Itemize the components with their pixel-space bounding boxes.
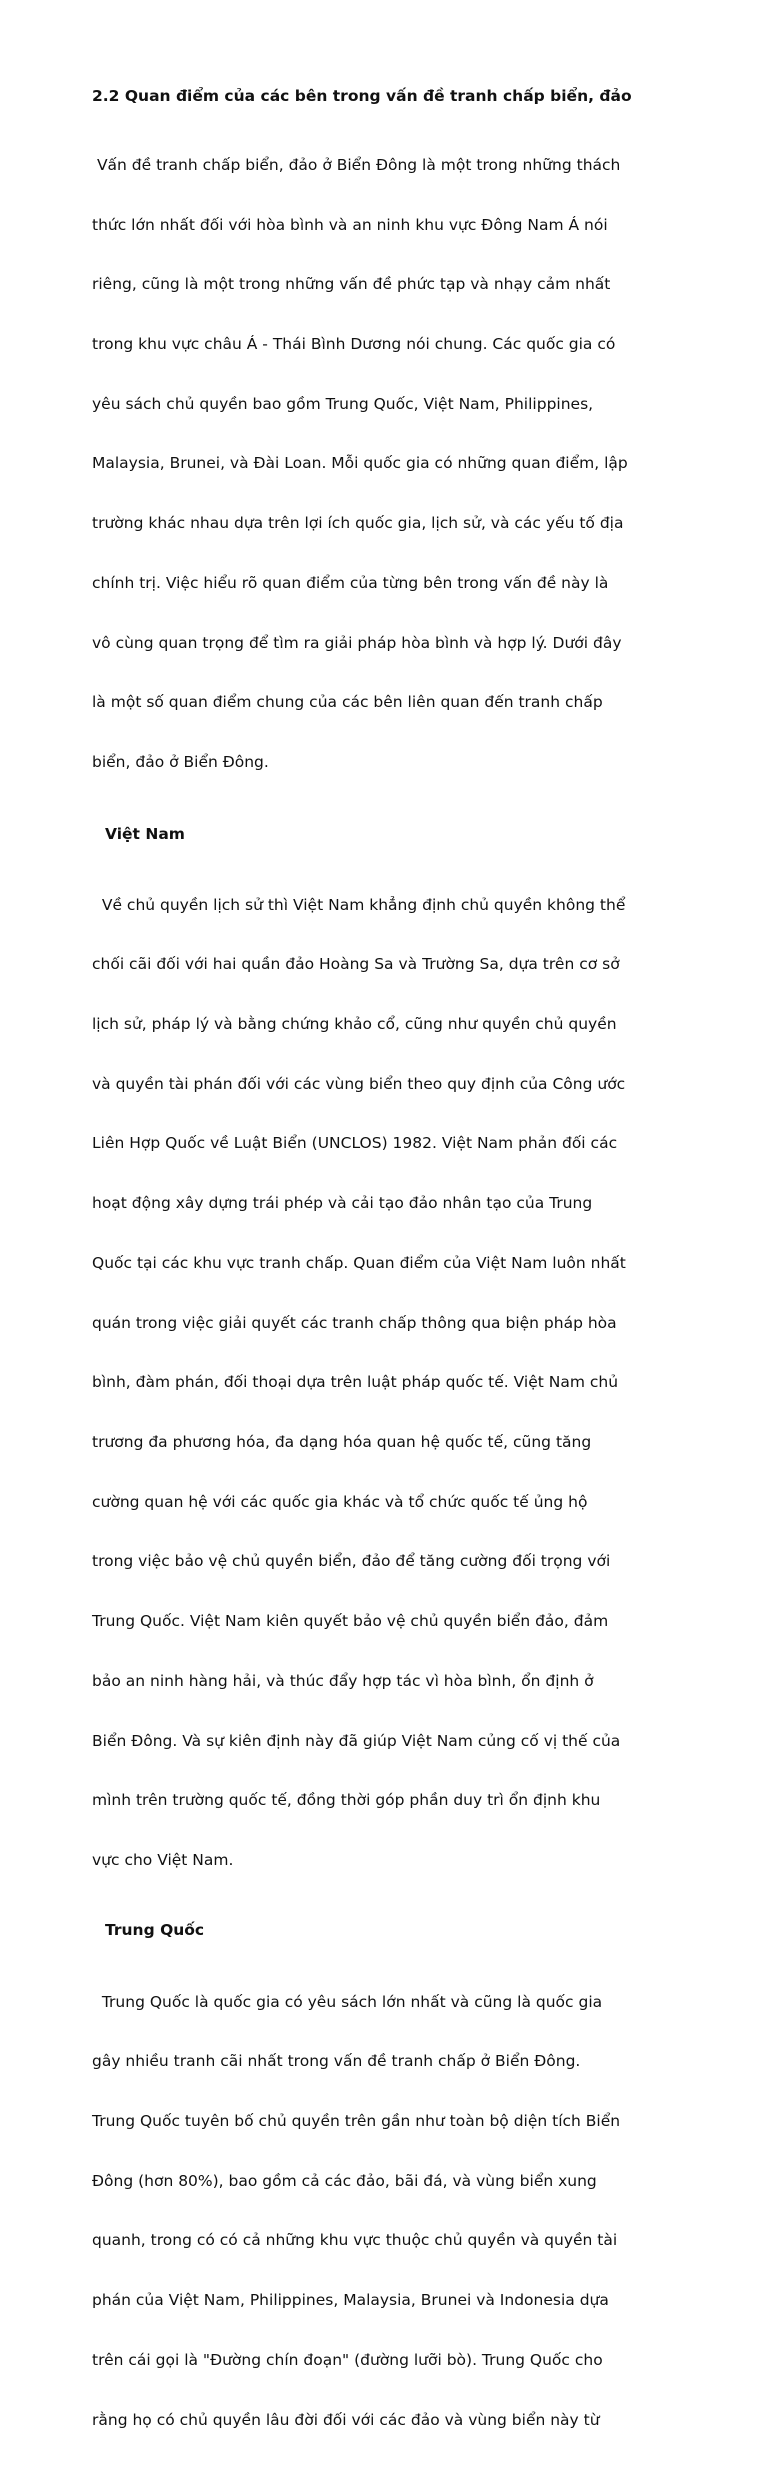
paragraph-line: trong khu vực châu Á - Thái Bình Dương nói chung. Các quốc gia có (92, 334, 616, 353)
paragraph-line: trên cái gọi là "Đường chín đoạn" (đường lưỡi bò). Trung Quốc cho (92, 2350, 603, 2369)
paragraph-line: Trung Quốc là quốc gia có yêu sách lớn nhất và cũng là quốc gia (92, 1992, 603, 2011)
paragraph-line: vô cùng quan trọng để tìm ra giải pháp hòa bình và hợp lý. Dưới đây (92, 633, 622, 652)
subheading-trung-quoc: Trung Quốc (105, 1920, 205, 1939)
paragraph-line: trương đa phương hóa, đa dạng hóa quan hệ quốc tế, cũng tăng (92, 1433, 592, 1451)
paragraph-line: chối cãi đối với hai quần đảo Hoàng Sa và Trường Sa, dựa trên cơ sở (92, 955, 620, 974)
paragraph-line: bình, đàm phán, đối thoại dựa trên luật pháp quốc tế. Việt Nam chủ (92, 1373, 619, 1392)
paragraph-line: trường khác nhau dựa trên lợi ích quốc gia, lịch sử, và các yếu tố địa (92, 514, 624, 533)
paragraph-line: gây nhiều tranh cãi nhất trong vấn đề tranh chấp ở Biển Đông. (92, 2052, 581, 2071)
paragraph-line: Vấn đề tranh chấp biển, đảo ở Biển Đông là một trong những thách (92, 155, 621, 174)
paragraph-line: mình trên trường quốc tế, đồng thời góp phần duy trì ổn định khu (92, 1791, 601, 1810)
paragraph-line: quán trong việc giải quyết các tranh chấp thông qua biện pháp hòa (92, 1313, 617, 1332)
document-page (92, 86, 682, 2470)
paragraph-line: rằng họ có chủ quyền lâu đời đối với các đảo và vùng biển này từ (92, 2410, 600, 2429)
paragraph-line: Trung Quốc tuyên bố chủ quyền trên gần như toàn bộ diện tích Biển (92, 2112, 621, 2130)
paragraph-line: thức lớn nhất đối với hòa bình và an ninh khu vực Đông Nam Á nói (92, 215, 608, 234)
section-heading: 2.2 Quan điểm của các bên trong vấn đề tranh chấp biển, đảo (92, 87, 632, 105)
paragraph-line: là một số quan điểm chung của các bên liên quan đến tranh chấp (92, 693, 603, 712)
trung-quoc-paragraph (92, 1953, 682, 2470)
paragraph-line: phán của Việt Nam, Philippines, Malaysia, Brunei và Indonesia dựa (92, 2291, 609, 2310)
paragraph-line: yêu sách chủ quyền bao gồm Trung Quốc, Việt Nam, Philippines, (92, 394, 594, 413)
paragraph-line: Quốc tại các khu vực tranh chấp. Quan điểm của Việt Nam luôn nhất (92, 1253, 626, 1272)
paragraph-line: Về chủ quyền lịch sử thì Việt Nam khẳng định chủ quyền không thể (92, 895, 626, 914)
paragraph-line: quanh, trong có có cả những khu vực thuộc chủ quyền và quyền tài (92, 2231, 618, 2250)
viet-nam-paragraph (92, 856, 682, 1911)
paragraph-line: riêng, cũng là một trong những vấn đề phức tạp và nhạy cảm nhất (92, 275, 611, 294)
paragraph-line: và quyền tài phán đối với các vùng biển theo quy định của Công ước (92, 1074, 626, 1093)
paragraph-line: trong việc bảo vệ chủ quyền biển, đảo để tăng cường đối trọng với (92, 1552, 611, 1571)
paragraph-line: Liên Hợp Quốc về Luật Biển (UNCLOS) 1982. Việt Nam phản đối các (92, 1134, 618, 1153)
subheading-viet-nam: Việt Nam (105, 824, 185, 843)
paragraph-line: hoạt động xây dựng trái phép và cải tạo đảo nhân tạo của Trung (92, 1194, 593, 1213)
intro-paragraph (92, 116, 682, 813)
paragraph-line: Đông (hơn 80%), bao gồm cả các đảo, bãi đá, và vùng biển xung (92, 2171, 597, 2190)
paragraph-line: biển, đảo ở Biển Đông. (92, 753, 269, 771)
paragraph-line: cường quan hệ với các quốc gia khác và tổ chức quốc tế ủng hộ (92, 1492, 588, 1511)
paragraph-line: Biển Đông. Và sự kiên định này đã giúp Việt Nam củng cố vị thế của (92, 1731, 621, 1750)
paragraph-line: lịch sử, pháp lý và bằng chứng khảo cổ, cũng như quyền chủ quyền (92, 1014, 617, 1033)
paragraph-line: Malaysia, Brunei, và Đài Loan. Mỗi quốc gia có những quan điểm, lập (92, 454, 628, 473)
paragraph-line: vực cho Việt Nam. (92, 1851, 234, 1870)
paragraph-line: chính trị. Việc hiểu rõ quan điểm của từng bên trong vấn đề này là (92, 573, 609, 592)
paragraph-line: Trung Quốc. Việt Nam kiên quyết bảo vệ chủ quyền biển đảo, đảm (92, 1612, 609, 1631)
paragraph-line: bảo an ninh hàng hải, và thúc đẩy hợp tác vì hòa bình, ổn định ở (92, 1671, 594, 1690)
